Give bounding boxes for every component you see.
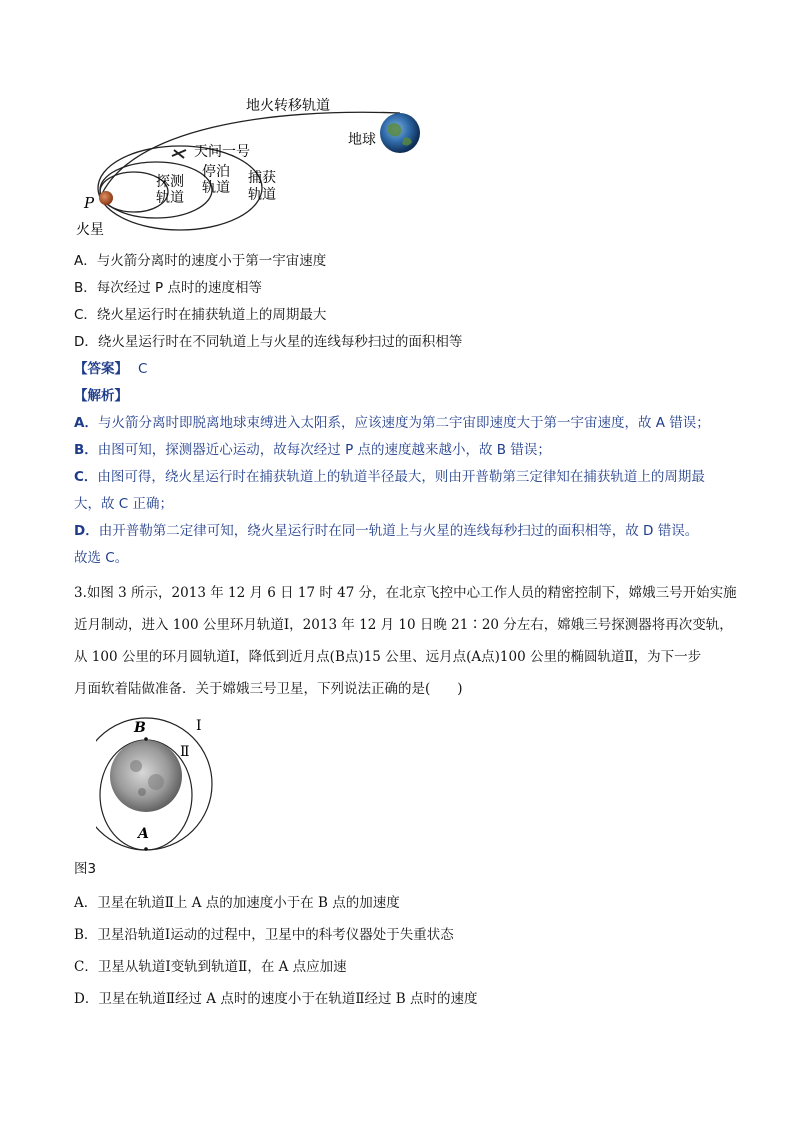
analysis-conclusion: 故选 C。 [74, 550, 129, 566]
analysis-a-text: 与火箭分离时即脱离地球束缚进入太阳系，应该速度为第二宇宙即速度大于第一宇宙速度，故 A 错误； [97, 415, 710, 431]
analysis-a-prefix: A． [74, 415, 98, 431]
analysis-c [74, 468, 705, 486]
transfer-orbit-label: 地火转移轨道 [246, 98, 330, 114]
point-a-dot [144, 847, 148, 851]
answer-line [74, 360, 147, 378]
analysis-b [74, 441, 551, 459]
analysis-a [74, 414, 710, 432]
q3-option-c: C．卫星从轨道Ⅰ变轨到轨道Ⅱ，在 A 点应加速 [74, 959, 347, 975]
q2-option-b: B．每次经过 P 点时的速度相等 [74, 280, 262, 296]
analysis-c-text: 由图可得，绕火星运行时在捕获轨道上的轨道半径最大，则由开普勒第三定律知在捕获轨道上的周期最 [97, 469, 705, 485]
analysis-b-text: 由图可知，探测器近心运动，故每次经过 P 点的速度越来越小，故 B 错误； [97, 442, 551, 458]
capture-orbit-label: 捕获 [248, 170, 276, 186]
q3-stem-line-3: 从 100 公里的环月圆轨道Ⅰ，降低到近月点(B点)15 公里、远月点(A点)100 公里的椭圆轨道Ⅱ，为下一步 [74, 649, 702, 665]
probe-orbit-label: 轨道 [156, 190, 184, 206]
analysis-d [74, 522, 698, 540]
earth-label: 地球 [348, 132, 376, 148]
point-b-dot [144, 737, 148, 741]
parking-orbit-label: 轨道 [202, 180, 230, 196]
q2-option-a: A．与火箭分离时的速度小于第一宇宙速度 [74, 253, 327, 269]
q3-option-a: A．卫星在轨道Ⅱ上 A 点的加速度小于在 B 点的加速度 [74, 895, 400, 911]
analysis-c-cont: 大，故 C 正确； [74, 496, 174, 512]
q3-option-b: B．卫星沿轨道Ⅰ运动的过程中，卫星中的科考仪器处于失重状态 [74, 927, 454, 943]
orbit-2-label: Ⅱ [180, 744, 190, 760]
moon-icon [110, 740, 182, 812]
analysis-c-prefix: C． [74, 469, 98, 485]
answer-value: C [138, 361, 148, 377]
mars-orbit-diagram [70, 88, 430, 248]
mars-label: 火星 [76, 222, 104, 238]
point-a-label: A [138, 826, 149, 842]
q3-stem-line-1: 3.如图 3 所示，2013 年 12 月 6 日 17 时 47 分，在北京飞控中心工作人员的精密控制下，嫦娥三号开始实施 [74, 585, 737, 601]
q2-option-d: D．绕火星运行时在不同轨道上与火星的连线每秒扫过的面积相等 [74, 334, 463, 350]
q3-stem-line-4: 月面软着陆做准备．关于嫦娥三号卫星，下列说法正确的是( ) [74, 681, 463, 697]
spacecraft-icon [172, 150, 186, 158]
point-b-label: B [134, 720, 146, 736]
answer-label: 【答案】 [74, 361, 128, 377]
probe-orbit-label: 探测 [156, 174, 184, 190]
analysis-d-text: 由开普勒第二定律可知，绕火星运行时在同一轨道上与火星的连线每秒扫过的面积相等，故 D 错误。 [98, 523, 699, 539]
q2-option-c: C．绕火星运行时在捕获轨道上的周期最大 [74, 307, 327, 323]
moon-orbit-diagram [96, 712, 226, 852]
mars-icon [99, 191, 113, 205]
analysis-label: 【解析】 [74, 388, 128, 404]
parking-orbit-label: 停泊 [202, 164, 230, 180]
capture-orbit-label: 轨道 [248, 187, 276, 203]
probe-label: 天问一号 [194, 144, 250, 160]
figure-3-caption: 图3 [74, 861, 97, 877]
orbit-1-label: Ⅰ [196, 718, 202, 734]
analysis-d-prefix: D． [74, 523, 99, 539]
analysis-b-prefix: B． [74, 442, 98, 458]
q3-stem-line-2: 近月制动，进入 100 公里环月轨道Ⅰ，2013 年 12 月 10 日晚 21∶20 分左右，嫦娥三号探测器将再次变轨， [74, 617, 733, 633]
q3-option-d: D．卫星在轨道Ⅱ经过 A 点时的速度小于在轨道Ⅱ经过 B 点时的速度 [74, 991, 478, 1007]
point-p-label: P [84, 194, 95, 212]
